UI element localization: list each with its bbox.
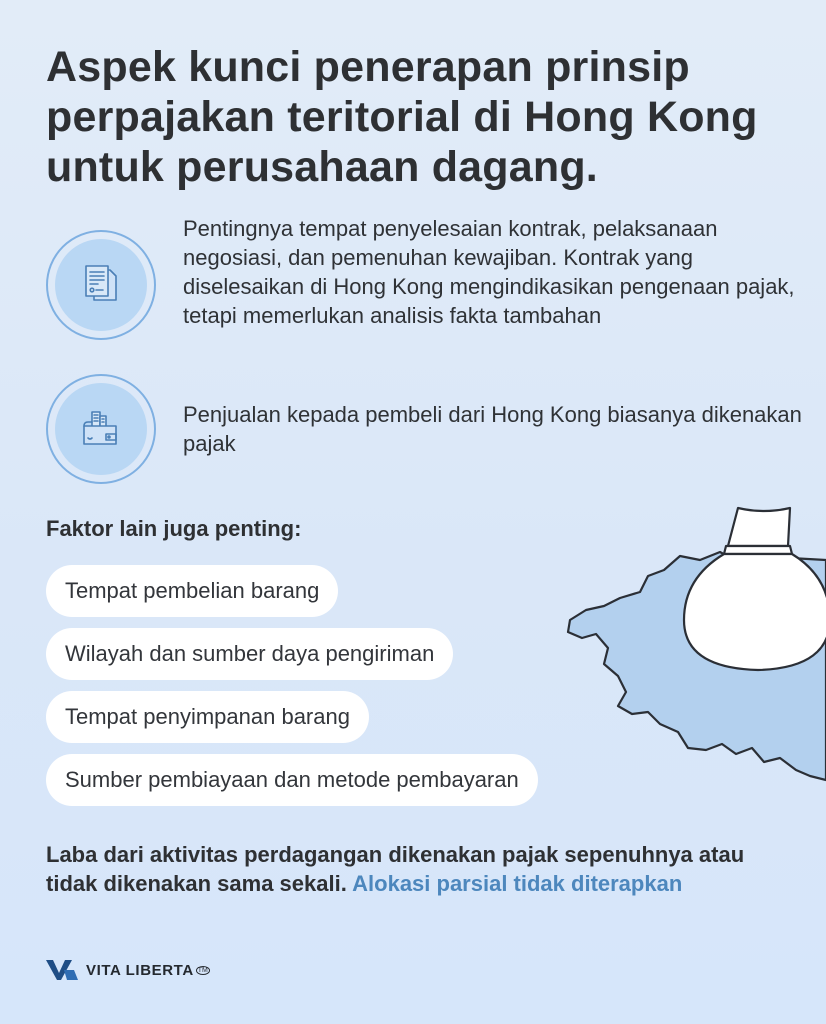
conclusion [46,840,766,898]
feature-sales [46,374,806,484]
feature-contract [46,216,806,348]
trademark-mark: TM [197,966,208,974]
brand-logo [46,958,210,982]
page-title: Aspek kunci penerapan prinsip perpajakan teritorial di Hong Kong untuk perusahaan dagang. [46,43,758,191]
wallet-city-icon [55,383,147,475]
money-bag-icon [684,508,826,670]
vita-liberta-logo-icon [46,958,78,982]
factors-heading: Faktor lain juga penting: [46,516,302,541]
feature-icon-ring [46,230,156,340]
factor-pill: Sumber pembiayaan dan metode pembayaran [46,754,538,806]
brand-name: VITA LIBERTA [86,961,194,979]
conclusion-text: Laba dari aktivitas perdagangan dikenakan pajak sepenuhnya atau tidak dikenakan sama sekali. [46,842,745,896]
conclusion-accent: Alokasi parsial tidak diterapkan [352,871,683,896]
map-money-bag-illustration [560,500,826,800]
feature-text: Pentingnya tempat penyelesaian kontrak, pelaksanaan negosiasi, dan pemenuhan kewajiban. Kontrak yang diselesaikan di Hong Kong mengindikasikan pengenaan pajak, tetapi memerlukan analisis fakta tambahan [183,216,795,328]
factor-pill: Tempat penyimpanan barang [46,691,369,743]
feature-icon-ring [46,374,156,484]
contract-document-icon [55,239,147,331]
factor-pill: Tempat pembelian barang [46,565,338,617]
factor-pill: Wilayah dan sumber daya pengiriman [46,628,453,680]
feature-text: Penjualan kepada pembeli dari Hong Kong biasanya dikenakan pajak [183,402,802,456]
